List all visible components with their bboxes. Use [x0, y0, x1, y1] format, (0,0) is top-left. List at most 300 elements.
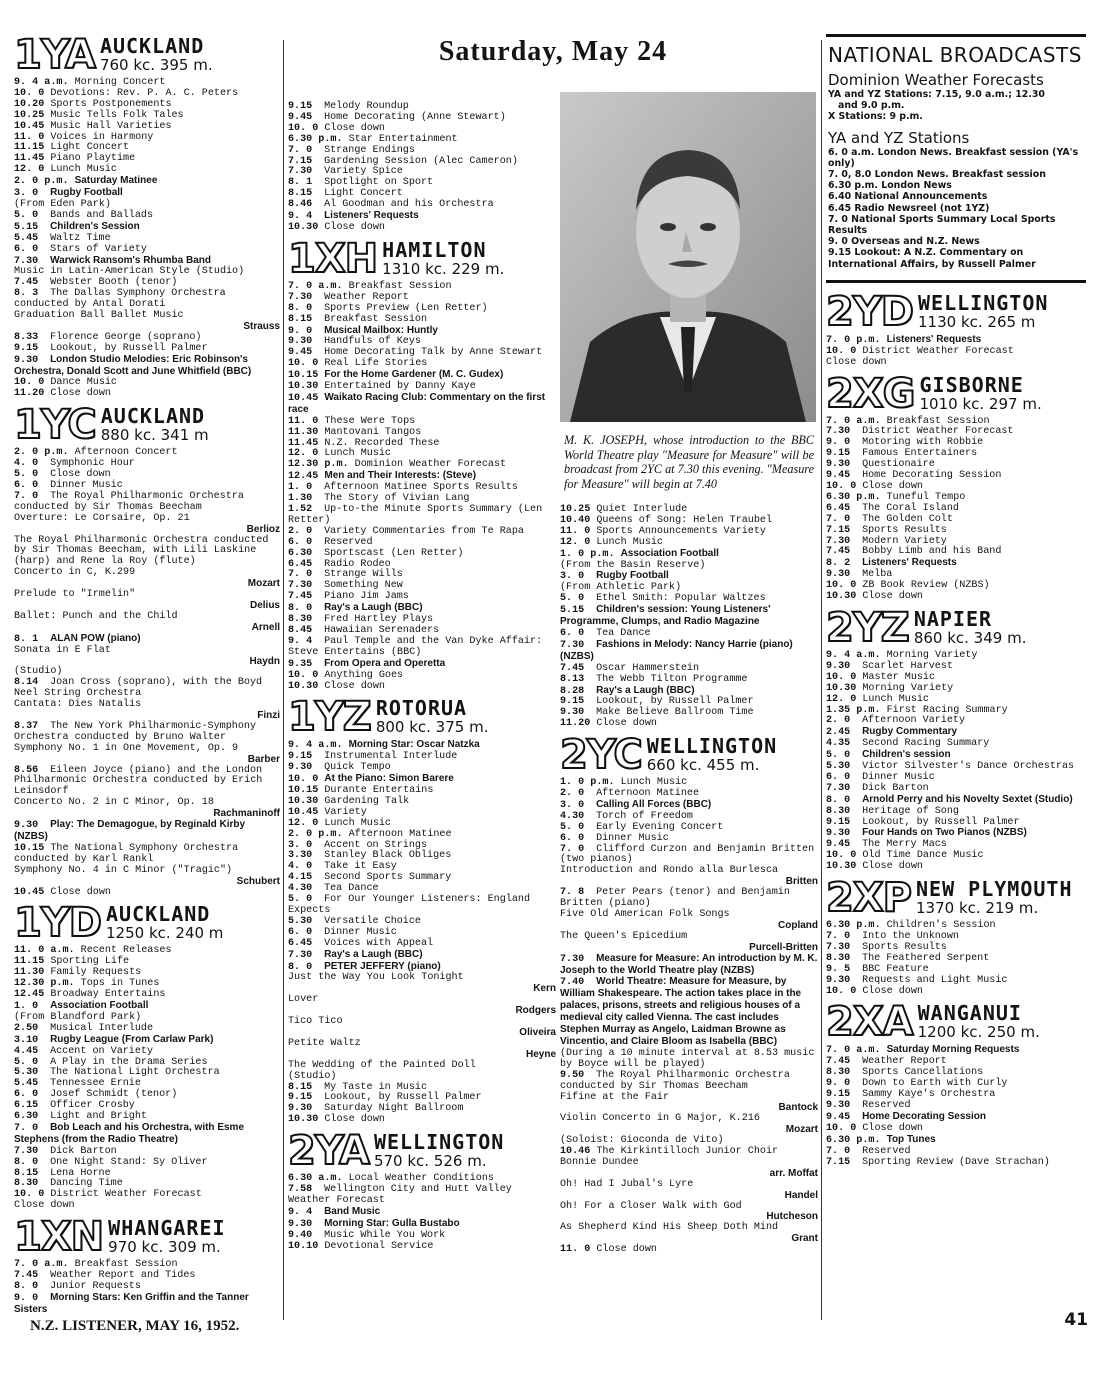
programme-list — [826, 417, 1086, 603]
programme-item — [14, 678, 280, 700]
programme-title: Tops in Tunes — [80, 978, 160, 990]
programme-list — [288, 740, 556, 1126]
programme-composer: Rodgers — [515, 1005, 556, 1017]
programme-time: 3.30 — [288, 850, 313, 862]
programme-item — [14, 492, 280, 514]
programme-title: Paul Temple and the Van Dyke Affair: Steve Entertains (BBC) — [288, 635, 543, 658]
programme-time: 7.30 — [826, 941, 851, 953]
programme-time: 9. 0 — [14, 1292, 39, 1304]
programme-time: 8. 0 — [826, 794, 851, 806]
programme-time: 8.56 — [14, 764, 39, 776]
programme-time: 10.15 — [288, 370, 319, 382]
programme-item — [14, 744, 280, 766]
weather-line: and 9.0 p.m. — [838, 100, 905, 112]
programme-title: Overture: Le Corsaire, Op. 21 — [14, 512, 190, 524]
station-header — [14, 32, 280, 78]
programme-time: 6.30 a.m. — [288, 1173, 343, 1185]
programme-item — [560, 845, 818, 867]
station-header — [826, 370, 1086, 417]
programme-item — [14, 568, 280, 590]
programme-time: 10.25 — [14, 109, 45, 121]
ya-stations-list — [828, 147, 1084, 270]
ya-stations-item — [828, 214, 1084, 236]
programme-title: District Weather Forecast — [862, 426, 1014, 438]
programme-time: 10.30 — [288, 381, 319, 393]
programme-item — [14, 1293, 280, 1317]
programme-time: 8. 0 — [14, 1281, 39, 1292]
programme-time: 7.30 — [14, 1145, 39, 1157]
programme-title: (From Eden Park) — [14, 198, 111, 210]
programme-time: 7.15 — [288, 155, 313, 167]
programme-item — [826, 358, 1086, 369]
station-header — [826, 875, 1086, 922]
programme-title: Clifford Curzon and Benjamin Britten (two pianos) — [560, 843, 815, 866]
programme-title: Hawaiian Serenaders — [324, 624, 440, 636]
programme-time: 9.30 — [826, 569, 851, 581]
programme-title: Family Requests — [50, 967, 142, 979]
programme-time: 10.45 — [14, 886, 45, 898]
programme-time: 12. 0 — [14, 164, 45, 176]
programme-title: Early Evening Concert — [596, 821, 724, 833]
programme-title: Morning Star: Oscar Natzka — [348, 739, 480, 751]
programme-title: Heritage of Song — [862, 805, 959, 817]
programme-time: 7.30 — [826, 535, 851, 547]
programme-time: 6.45 — [826, 502, 851, 514]
programme-time: 5. 0 — [14, 469, 39, 481]
station-header — [14, 1214, 280, 1261]
programme-time: 9.30 — [826, 974, 851, 986]
programme-title: Light Concert — [324, 188, 403, 200]
programme-time: 6.30 — [288, 547, 313, 559]
programme-title: Waltz Time — [50, 232, 111, 244]
programme-time: 3. 0 — [560, 799, 585, 811]
programme-time: 10. 0 — [826, 985, 857, 997]
programme-time: 10.45 — [288, 392, 319, 404]
programme-title: Stars of Variety — [50, 243, 147, 255]
programme-time: 9.30 — [826, 459, 851, 471]
programme-title: Breakfast Session — [74, 1259, 178, 1271]
programme-list — [14, 448, 280, 898]
ya-stations-item — [828, 236, 1084, 247]
programme-title: District Weather Forecast — [862, 345, 1014, 357]
programme-time: 9.45 — [288, 111, 313, 123]
programme-title: ALAN POW (piano) — [50, 632, 141, 644]
programme-time: 9.50 — [560, 1069, 585, 1081]
programme-time: 9. 0 — [288, 325, 313, 337]
programme-time: 7.40 — [560, 977, 585, 989]
programme-title: Close down — [50, 469, 111, 481]
programme-item — [560, 954, 818, 978]
programme-title: The Royal Philharmonic Orchestra conducted by Sir Thomas Beecham, with Lili Laskine (harp) and Rene la Roy (flute) — [14, 534, 269, 568]
programme-time: 6. 0 — [288, 926, 313, 938]
programme-time: 5. 0 — [288, 894, 313, 906]
programme-title: Ray's a Laugh (BBC) — [596, 684, 695, 696]
programme-title: Calling All Forces (BBC) — [596, 798, 712, 810]
ya-item-time: 6. 0 a.m. — [828, 146, 875, 158]
programme-time: 12.45 — [14, 989, 45, 1001]
programme-title: Measure for Measure: An introduction by M. K. Joseph to the World Theatre play (NZBS) — [560, 952, 818, 976]
ya-stations-item — [828, 147, 1084, 169]
programme-composer: Haydn — [249, 655, 280, 667]
programme-title: Graduation Ball Ballet Music — [14, 310, 184, 322]
programme-title: Symphonic Hour — [50, 458, 135, 470]
programme-title: Sonata in E Flat — [14, 644, 111, 656]
programme-title: Rugby League (From Carlaw Park) — [50, 1033, 214, 1045]
programme-item — [288, 973, 556, 995]
programme-item — [14, 820, 280, 844]
station-1yc — [14, 402, 280, 898]
ya-item-desc: London News — [881, 180, 952, 192]
programme-title: Listeners' Requests — [324, 210, 419, 222]
programme-time: 10.30 — [288, 1114, 319, 1126]
programme-time: 4.45 — [14, 1045, 39, 1057]
programme-list — [826, 651, 1086, 873]
programme-item — [14, 514, 280, 536]
programme-time: 1. 0 p.m. — [560, 548, 615, 560]
programme-list — [560, 505, 818, 730]
programme-item — [14, 766, 280, 799]
station-frequency: 1370 kc. 219 m. — [916, 899, 1039, 918]
programme-item — [14, 389, 280, 400]
programme-time: 9. 4 — [288, 1206, 313, 1218]
programme-title: Famous Entertainers — [862, 448, 978, 460]
programme-item — [14, 536, 280, 569]
programme-time: 11. 0 — [14, 131, 45, 143]
programme-title: Morning Stars: Ken Griffin and the Tanner Sisters — [14, 1291, 249, 1315]
programme-title: Queens of Song: Helen Traubel — [596, 514, 773, 526]
programme-time: 8.37 — [14, 720, 39, 732]
programme-time: 9. 4 — [288, 635, 313, 647]
programme-time: 9.15 — [288, 1092, 313, 1104]
programme-title: (Studio) — [288, 1070, 337, 1082]
programme-time: 6.30 p.m. — [288, 133, 343, 145]
programme-time: 10.30 — [288, 680, 319, 692]
programme-title: Rugby Commentary — [862, 726, 958, 738]
programme-time: 9.30 — [826, 660, 851, 672]
programme-item — [826, 592, 1086, 603]
programme-time: 10.30 — [826, 682, 857, 694]
programme-title: Play: The Demagogue, by Reginald Kirby (NZBS) — [14, 819, 246, 842]
programme-item — [288, 223, 556, 234]
programme-time: 7.30 — [560, 953, 585, 965]
programme-title: Lookout, by Russell Palmer — [324, 1092, 482, 1104]
programme-title: Ballet: Punch and the Child — [14, 610, 178, 622]
programme-item — [560, 1223, 818, 1245]
programme-time: 7. 0 — [560, 843, 585, 855]
programme-title: Ethel Smith: Popular Waltzes — [596, 593, 766, 605]
programme-time: 6. 0 — [14, 243, 39, 255]
station-frequency: 880 kc. 341 m — [100, 426, 209, 445]
programme-title: Afternoon Concert — [74, 447, 178, 459]
programme-time: 8. 0 — [14, 1156, 39, 1168]
programme-time: 10. 0 — [14, 377, 45, 389]
programme-time: 9.30 — [288, 1218, 313, 1230]
programme-item — [288, 1115, 556, 1126]
programme-time: 9.15 — [560, 696, 585, 708]
programme-time: 11.20 — [560, 718, 591, 730]
programme-title: (Studio) — [14, 666, 63, 678]
programme-title: Close down — [14, 1200, 75, 1212]
ya-stations-title: YA and YZ Stations — [828, 128, 970, 147]
programme-time: 9. 5 — [826, 963, 851, 975]
programme-time: 4.15 — [288, 872, 313, 884]
programme-composer: Strauss — [243, 320, 280, 332]
station-city: AUCKLAND — [106, 902, 211, 927]
station-city: WELLINGTON — [918, 290, 1049, 315]
programme-title: Instrumental Interlude — [324, 751, 458, 763]
programme-time: 1.30 — [288, 493, 313, 505]
programme-item — [560, 1093, 818, 1115]
programme-time: 7.58 — [288, 1184, 313, 1196]
programme-time: 12. 0 — [288, 448, 319, 460]
station-city: WELLINGTON — [646, 734, 778, 759]
programme-title: At the Piano: Simon Barere — [324, 773, 454, 785]
programme-item — [288, 1017, 556, 1039]
programme-time: 8. 2 — [826, 558, 851, 570]
programme-title: Warwick Ransom's Rhumba Band — [50, 254, 211, 266]
programme-title: District Weather Forecast — [50, 1189, 202, 1201]
programme-title: Men and Their Interests: (Steve) — [324, 470, 477, 482]
programme-time: 9.45 — [826, 470, 851, 482]
programme-item — [560, 719, 818, 730]
programme-time: 4.30 — [560, 810, 585, 822]
programme-title: Weather Report — [324, 291, 409, 303]
station-city: WHANGAREI — [108, 1216, 226, 1241]
programme-time: 7.15 — [826, 1156, 851, 1168]
station-frequency: 860 kc. 349 m. — [913, 628, 1027, 647]
programme-title: Tennessee Ernie — [50, 1078, 141, 1090]
station-header — [826, 999, 1086, 1046]
footer-publication: N.Z. LISTENER, MAY 16, 1952. — [30, 1318, 240, 1334]
programme-time: 2. 0 — [560, 788, 585, 800]
programme-title: Concerto No. 2 in C Minor, Op. 18 — [14, 797, 214, 809]
programme-time: 11.30 — [288, 426, 319, 438]
programme-title: Morning Star: Gulla Bustabo — [324, 1217, 460, 1229]
station-frequency: 1310 kc. 229 m. — [382, 259, 505, 278]
programme-time: 10. 0 — [826, 345, 857, 357]
programme-title: (During a 10 minute interval at 8.53 music by Boyce will be played) — [560, 1047, 815, 1070]
programme-title: Close down — [862, 1122, 923, 1134]
programme-time: 10. 0 — [826, 1122, 857, 1134]
programme-time: 9.35 — [288, 658, 313, 670]
programme-item — [14, 1201, 280, 1212]
programme-title: Al Goodman and his Orchestra — [324, 199, 494, 211]
programme-time: 11.15 — [14, 956, 45, 968]
programme-title: Broadway Entertains — [50, 989, 166, 1001]
programme-title: Recent Releases — [80, 945, 172, 957]
programme-title: Eileen Joyce (piano) and the London Philharmonic Orchestra conducted by Erich Leinsdorf — [14, 764, 263, 798]
programme-title: ZB Book Review (NZBS) — [862, 580, 990, 592]
programme-title: Modern Variety — [862, 535, 947, 547]
programme-composer: Purcell-Britten — [749, 941, 818, 953]
programme-title: Handfuls of Keys — [324, 336, 421, 348]
programme-time: 4.30 — [288, 883, 313, 895]
programme-item — [560, 640, 818, 664]
programme-time: 10.15 — [14, 842, 45, 854]
programme-title: Band Music — [324, 1205, 381, 1217]
programme-time: 7. 0 a.m. — [826, 1045, 881, 1057]
programme-item — [288, 995, 556, 1017]
programme-title: Rugby Football — [596, 570, 669, 582]
station-city: GISBORNE — [919, 372, 1024, 397]
programme-title: Four Hands on Two Pianos (NZBS) — [862, 827, 1027, 839]
programme-time: 6.15 — [14, 1100, 39, 1112]
programme-title: Children's Session — [886, 920, 996, 932]
programme-title: Waikato Racing Club: Commentary on the first race — [288, 391, 546, 415]
programme-title: Spotlight on Sport — [324, 177, 434, 189]
programme-time: 9. 0 — [826, 1078, 851, 1090]
ya-stations-item — [828, 191, 1084, 202]
programme-time: 8.33 — [14, 331, 39, 343]
programme-time: 2. 0 — [826, 715, 851, 727]
programme-time: 7.30 — [826, 426, 851, 438]
programme-time: 9. 4 — [288, 211, 313, 223]
programme-time: 10. 0 — [14, 87, 45, 99]
programme-title: Home Decorating Session — [862, 1110, 986, 1122]
programme-time: 9.45 — [826, 1111, 851, 1123]
programme-time: 11.30 — [14, 967, 45, 979]
station-header — [826, 604, 1086, 651]
programme-time: 9. 4 a.m. — [826, 649, 881, 661]
programme-title: Lookout, by Russell Palmer — [596, 696, 754, 708]
ya-item-desc: National Announcements — [854, 191, 988, 203]
station-2xa — [826, 999, 1086, 1168]
programme-title: Close down — [324, 221, 385, 233]
programme-composer: Kern — [533, 983, 556, 995]
programme-time: 3.10 — [14, 1034, 39, 1046]
programme-title: Close down — [862, 985, 923, 997]
ya-item-time: 9. 0 — [828, 236, 848, 248]
programme-time: 7.30 — [826, 782, 851, 794]
programme-time: 10. 0 — [288, 122, 319, 134]
programme-time: 8.45 — [288, 624, 313, 636]
programme-time: 8. 0 — [288, 302, 313, 314]
station-info — [919, 372, 1042, 413]
station-callsign: 2YA — [288, 1128, 369, 1175]
programme-composer: Bantock — [778, 1102, 818, 1114]
programme-title: As Shepherd Kind His Sheep Doth Mind — [560, 1222, 779, 1234]
programme-title: A Play in the Drama Series — [50, 1056, 208, 1068]
programme-title: World Theatre: Measure for Measure, by William Shakespeare. The action takes place in the palaces, prisons, streets and religious houses of a medieval city called Vienna. The cast includes Stephen Murray as Angelo, Laidman Browne as Vincentio, and Claire Bloom as Isabella (BBC) — [560, 976, 802, 1047]
programme-title: Children's session — [862, 749, 951, 761]
programme-time: 6.30 p.m. — [826, 920, 881, 932]
programme-title: For Our Younger Listeners: England Expects — [288, 894, 531, 916]
station-callsign: 1YD — [14, 900, 101, 947]
programme-title: Melody Roundup — [324, 101, 409, 112]
programme-time: 5.15 — [14, 221, 39, 233]
station-header — [14, 402, 280, 449]
programme-title: Petite Waltz — [288, 1037, 361, 1049]
station-1xh — [288, 235, 556, 693]
programme-item — [560, 1158, 818, 1180]
programme-title: Afternoon Matinee — [348, 828, 452, 840]
programme-time: 4. 0 — [288, 861, 313, 873]
programme-title: Association Football — [620, 547, 719, 559]
station-info — [106, 904, 223, 942]
programme-title: Dick Barton — [862, 782, 929, 794]
programme-time: 8.30 — [826, 805, 851, 817]
programme-title: (Soloist: Gioconda de Vito) — [560, 1135, 724, 1147]
programme-time: 10.25 — [560, 504, 591, 515]
programme-time: 1.35 p.m. — [826, 704, 881, 716]
programme-composer: Delius — [249, 599, 280, 611]
station-1yd — [14, 900, 280, 1212]
programme-time: 2. 0 — [288, 525, 313, 537]
programme-time: 10. 0 — [14, 1189, 45, 1201]
programme-title: Oscar Hammerstein — [596, 662, 700, 674]
programme-title: Saturday Morning Requests — [886, 1044, 1020, 1056]
programme-time: 10.30 — [288, 795, 319, 807]
station-frequency: 1130 kc. 265 m — [918, 312, 1036, 331]
programme-title: Up-to-the Minute Sports Summary (Len Retter) — [288, 504, 543, 526]
programme-time: 2.45 — [826, 727, 851, 739]
programme-item — [826, 987, 1086, 998]
programme-composer: Barber — [247, 753, 280, 765]
programme-item — [560, 888, 818, 910]
programme-time: 1. 0 — [288, 482, 313, 494]
programme-title: Lunch Music — [324, 817, 391, 829]
programme-title: Piano Playtime — [50, 153, 136, 165]
programme-title: Cantata: Dies Natalis — [14, 699, 142, 711]
programme-title: Fred Hartley Plays — [324, 614, 434, 626]
programme-title: Variety Spice — [324, 166, 403, 178]
programme-title: Bobby Limb and his Band — [862, 546, 1002, 558]
programme-title: Voices in Harmony — [50, 131, 154, 143]
programme-time: 5.30 — [288, 915, 313, 927]
programme-time: 9. 4 a.m. — [14, 77, 69, 88]
programme-title: First Racing Summary — [886, 704, 1008, 716]
programme-time: 9.15 — [826, 1089, 851, 1101]
programme-time: 7.45 — [560, 662, 585, 674]
programme-list — [826, 335, 1086, 369]
programme-title: PETER JEFFERY (piano) — [324, 960, 441, 972]
programme-title: Scarlet Harvest — [862, 660, 953, 672]
programme-title: Home Decorating Talk by Anne Stewart — [324, 347, 543, 359]
programme-title: Dinner Music — [862, 771, 935, 783]
programme-title: Top Tunes — [886, 1133, 936, 1145]
programme-time: 11. 0 a.m. — [14, 945, 75, 957]
programme-title: Morning Variety — [886, 649, 978, 661]
programme-title: Devotional Service — [324, 1240, 434, 1252]
programme-time: 7. 0 a.m. — [826, 415, 881, 427]
programme-time: 8.30 — [14, 1178, 39, 1190]
programme-time: 8.30 — [826, 1067, 851, 1079]
programme-time: 7. 0 — [826, 1145, 851, 1157]
column-1 — [14, 34, 280, 1323]
programme-title: Fashions in Melody: Nancy Harrie (piano) (NZBS) — [560, 638, 793, 662]
programme-time: 7. 0 — [14, 1122, 39, 1134]
programme-title: The Queen's Epicedium — [560, 930, 688, 942]
programme-title: Dinner Music — [50, 480, 123, 491]
programme-time: 9.30 — [826, 1099, 851, 1111]
programme-title: Breakfast Session — [348, 280, 452, 292]
programme-title: Strange Wills — [324, 569, 403, 581]
programme-title: These Were Tops — [324, 415, 416, 427]
programme-time: 4. 0 — [14, 458, 39, 470]
programme-time: 5.30 — [826, 761, 851, 773]
programme-time: 7.45 — [826, 1056, 851, 1068]
station-frequency: 760 kc. 395 m. — [99, 56, 213, 74]
programme-time: 7.30 — [288, 949, 313, 961]
programme-time: 10. 0 — [826, 580, 857, 592]
programme-time: 7. 0 a.m. — [288, 280, 343, 292]
programme-title: Sportscast (Len Retter) — [324, 547, 464, 559]
programme-time: 2. 0 p.m. — [14, 176, 69, 188]
programme-title: Quiet Interlude — [596, 504, 688, 515]
page-title: Saturday, May 24 — [438, 36, 668, 67]
programme-time: 8.30 — [288, 614, 313, 626]
programme-time: 11. 0 — [560, 1244, 591, 1256]
